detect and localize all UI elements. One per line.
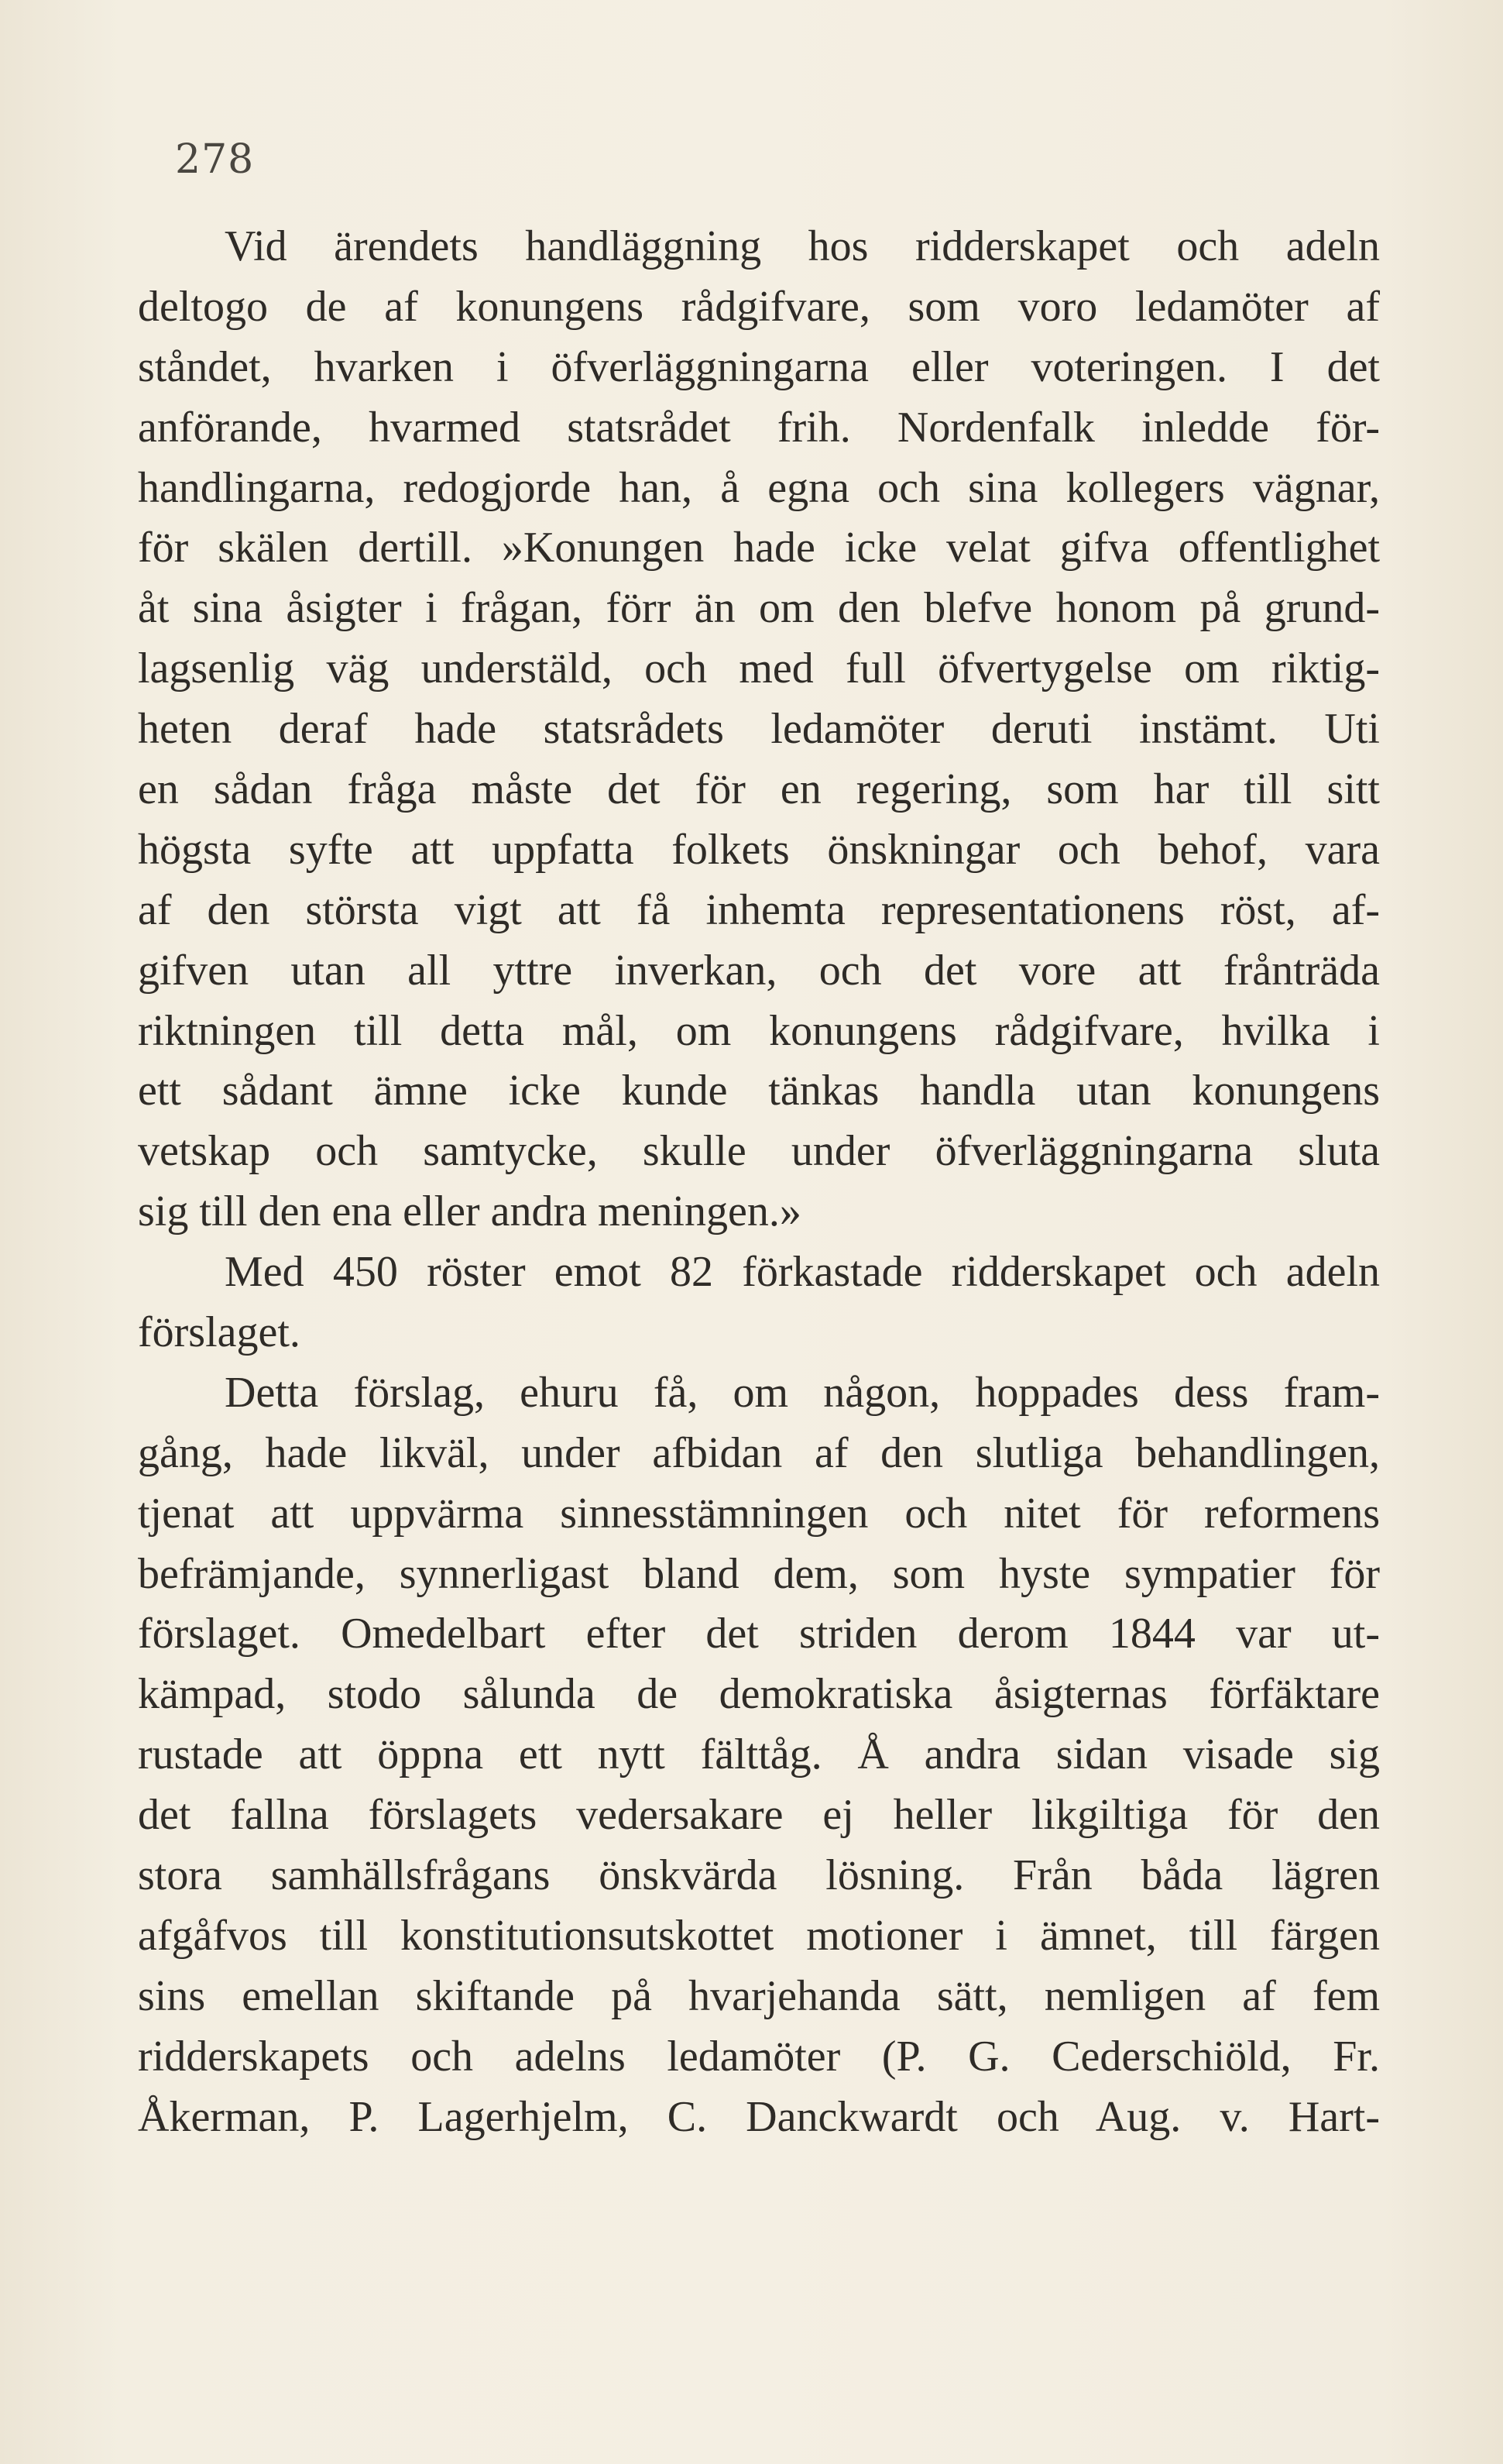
text-line: sig till den ena eller andra meningen.» <box>138 1187 801 1236</box>
text-line: tjenat att uppvärma sinnesstämningen och nitet för reformens <box>138 1489 1380 1538</box>
text-line: högsta syfte att uppfatta folkets önskningar och behof, vara <box>138 825 1380 874</box>
text-line: det fallna förslagets vedersakare ej heller likgiltiga för den <box>138 1791 1380 1840</box>
text-line: Detta förslag, ehuru få, om någon, hoppades dess fram- <box>225 1368 1380 1417</box>
text-line: ståndet, hvarken i öfverläggningarna eller voteringen. I det <box>138 342 1380 391</box>
text-line: stora samhällsfrågans önskvärda lösning. Från båda lägren <box>138 1851 1380 1900</box>
text-line: kämpad, stodo sålunda de demokratiska åsigternas förfäktare <box>138 1670 1380 1719</box>
text-line: gång, hade likväl, under afbidan af den slutliga behandlingen, <box>138 1428 1380 1477</box>
text-line: befrämjande, synnerligast bland dem, som hyste sympatier för <box>138 1549 1380 1598</box>
text-line: sins emellan skiftande på hvarjehanda sätt, nemligen af fem <box>138 1971 1380 2020</box>
text-line: Vid ärendets handläggning hos ridderskapet och adeln <box>225 222 1380 270</box>
text-line: Åkerman, P. Lagerhjelm, C. Danckwardt och Aug. v. Hart- <box>138 2092 1380 2141</box>
text-line: af den största vigt att få inhemta representationens röst, af- <box>138 885 1380 934</box>
text-line: heten deraf hade statsrådets ledamöter deruti instämt. Uti <box>138 705 1380 754</box>
text-line: afgåfvos till konstitutionsutskottet motioner i ämnet, till färgen <box>138 1911 1380 1960</box>
text-line: åt sina åsigter i frågan, förr än om den blefve honom på grund- <box>138 584 1380 633</box>
text-line: anförande, hvarmed statsrådet frih. Nordenfalk inledde för- <box>138 403 1380 452</box>
text-line: rustade att öppna ett nytt fälttåg. Å andra sidan visade sig <box>138 1730 1380 1779</box>
text-line: handlingarna, redogjorde han, å egna och sina kollegers vägnar, <box>138 463 1380 512</box>
text-line: ridderskapets och adelns ledamöter (P. G. Cederschiöld, Fr. <box>138 2032 1380 2081</box>
text-line: deltogo de af konungens rådgifvare, som voro ledamöter af <box>138 282 1380 331</box>
text-line: gifven utan all yttre inverkan, och det vore att frånträda <box>138 946 1380 995</box>
text-line: förslaget. <box>138 1308 300 1357</box>
text-line: ett sådant ämne icke kunde tänkas handla utan konungens <box>138 1067 1380 1115</box>
body-text <box>138 217 1380 2148</box>
page-number: 278 <box>175 136 255 183</box>
text-line: förslaget. Omedelbart efter det striden derom 1844 var ut- <box>138 1610 1380 1658</box>
text-line: Med 450 röster emot 82 förkastade ridderskapet och adeln <box>225 1248 1380 1297</box>
text-line: riktningen till detta mål, om konungens rådgifvare, hvilka i <box>138 1006 1380 1055</box>
text-line: för skälen dertill. »Konungen hade icke velat gifva offentlighet <box>138 524 1380 572</box>
text-line: lagsenlig väg understäld, och med full öfvertygelse om riktig- <box>138 644 1380 693</box>
text-line: vetskap och samtycke, skulle under öfverläggningarna sluta <box>138 1127 1380 1176</box>
text-line: en sådan fråga måste det för en regering, som har till sitt <box>138 765 1380 814</box>
